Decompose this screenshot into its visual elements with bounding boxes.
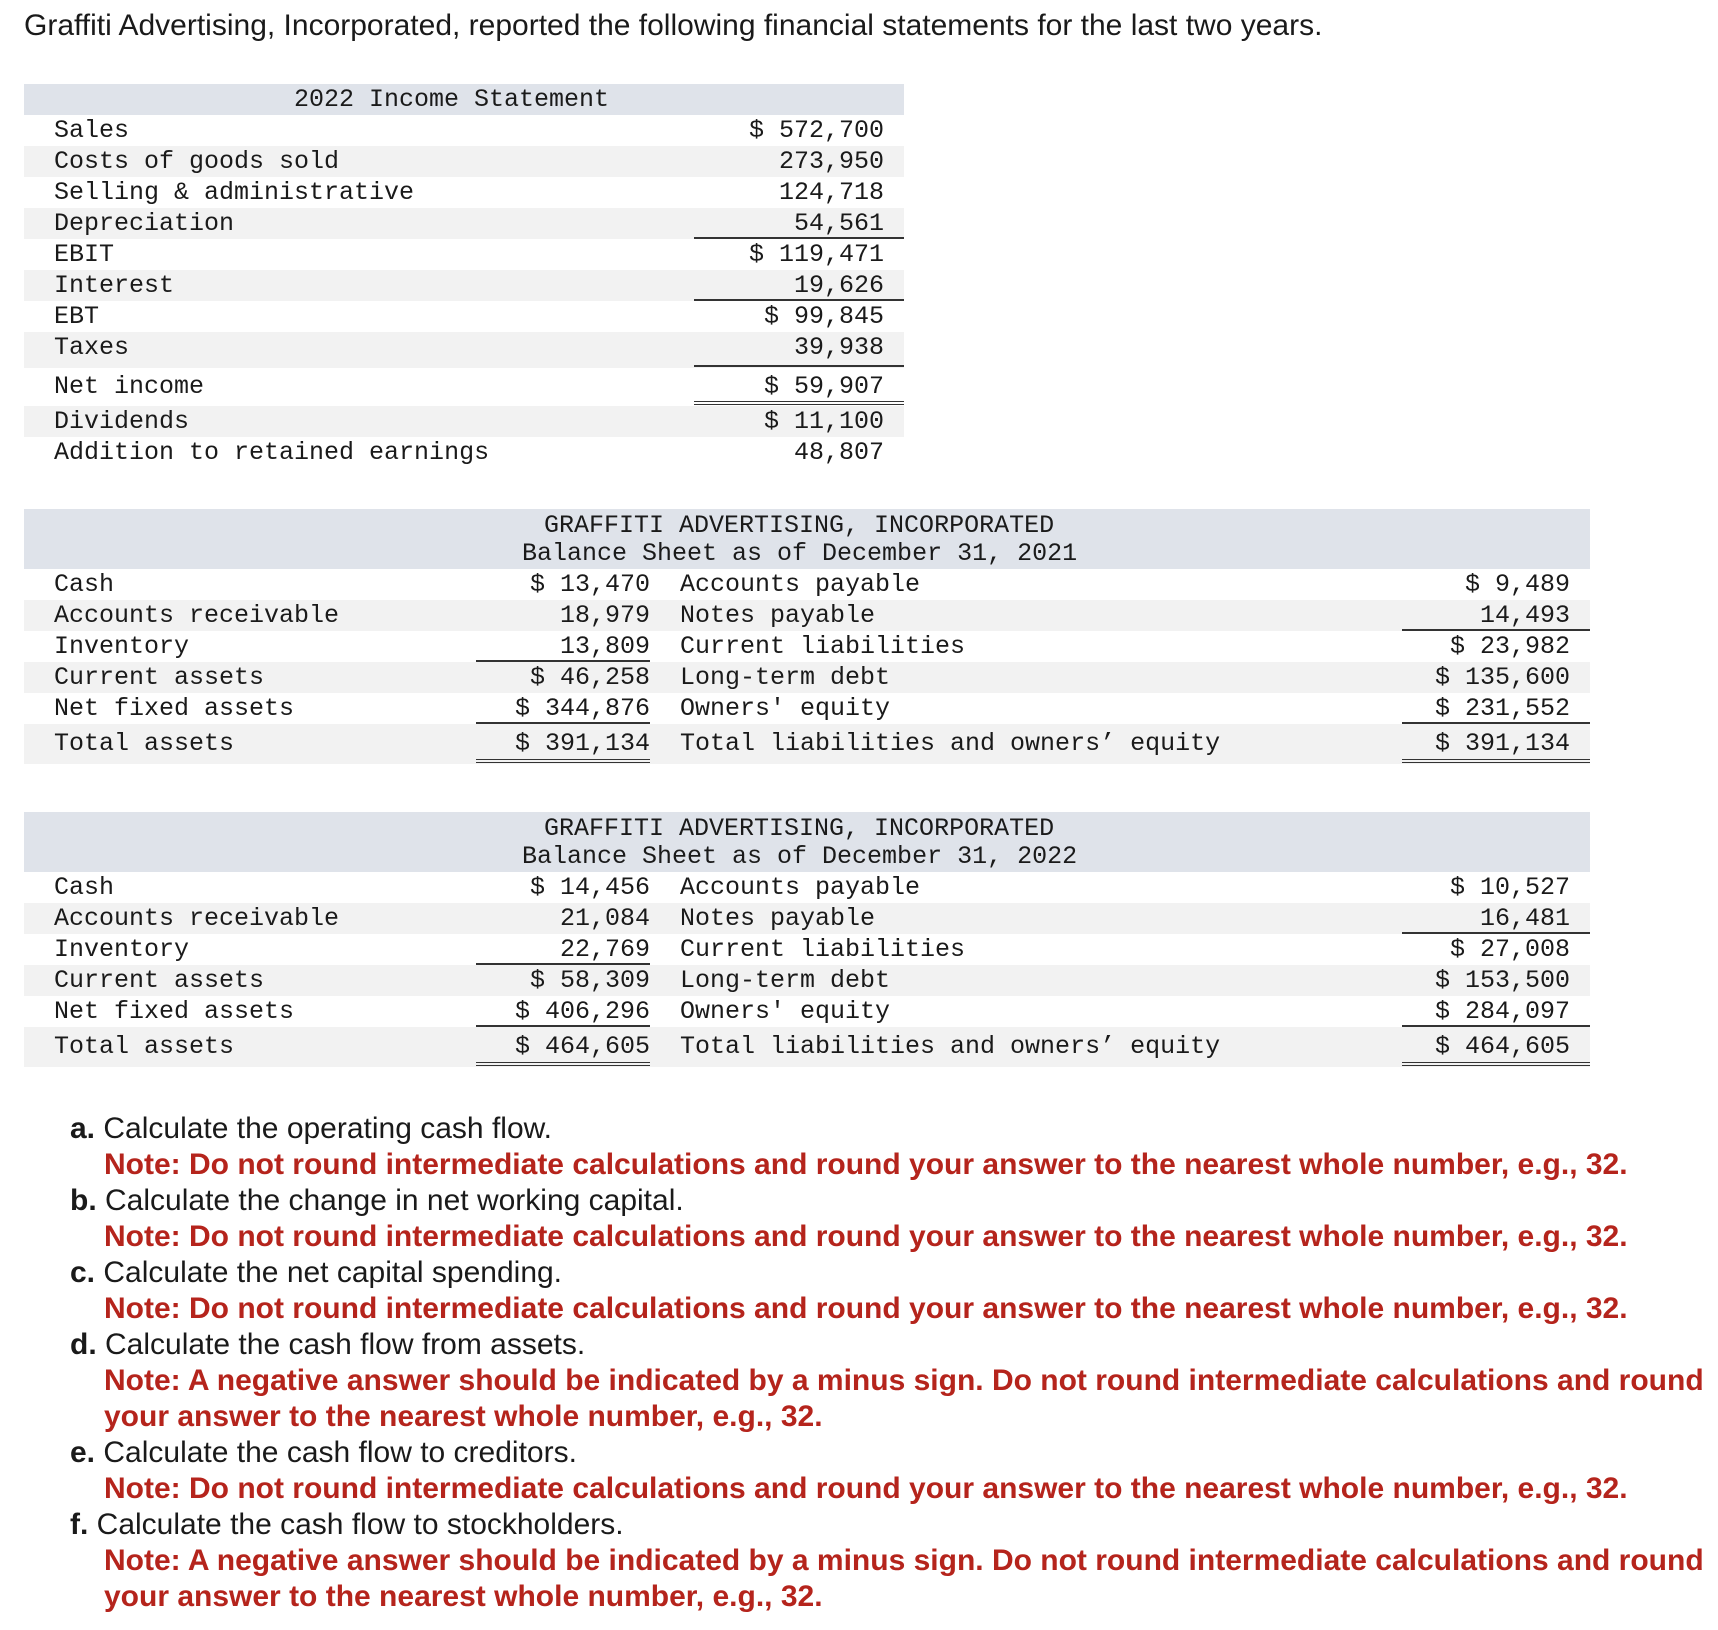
balance-sheet-header — [24, 812, 1590, 872]
row-value: $ 572,700 — [748, 116, 884, 145]
asset-label: Accounts receivable — [54, 601, 340, 630]
liability-value: $ 23,982 — [1449, 632, 1570, 661]
bs-row-current-assets — [24, 965, 1590, 996]
company-title: GRAFFITI ADVERTISING, INCORPORATED — [544, 511, 1055, 540]
row-label: Depreciation — [54, 209, 235, 238]
income-row-addition-retained — [24, 437, 904, 468]
balance-sheet-2021 — [24, 509, 1590, 764]
question-letter: c. — [70, 1256, 96, 1289]
asset-value: $ 391,134 — [514, 729, 650, 758]
row-label: EBIT — [54, 240, 115, 269]
question-text: Calculate the change in net working capital. — [105, 1184, 684, 1217]
income-row-dividends — [24, 406, 904, 437]
total-rule — [476, 759, 650, 763]
balance-sheet-header — [24, 509, 1590, 569]
income-statement-header — [24, 84, 904, 115]
bs-row-cash — [24, 569, 1590, 600]
row-value: 39,938 — [793, 333, 884, 362]
question-text: Calculate the net capital spending. — [103, 1256, 563, 1289]
asset-value: 21,084 — [559, 904, 650, 933]
liability-value: $ 391,134 — [1434, 729, 1570, 758]
total-rule — [476, 1062, 650, 1066]
bs-row-net-fixed-assets — [24, 996, 1590, 1027]
asset-value: $ 464,605 — [514, 1032, 650, 1061]
liability-value: $ 231,552 — [1434, 694, 1570, 723]
asset-label: Accounts receivable — [54, 904, 340, 933]
company-title: GRAFFITI ADVERTISING, INCORPORATED — [544, 814, 1055, 843]
liability-label: Notes payable — [680, 601, 876, 630]
row-value: 48,807 — [793, 438, 884, 467]
row-value: 124,718 — [778, 178, 884, 207]
asset-label: Net fixed assets — [54, 997, 295, 1026]
asset-label: Cash — [54, 570, 115, 599]
question-note: Note: Do not round intermediate calculations and round your answer to the nearest whole number, e.g., 32. — [104, 1148, 1628, 1181]
liability-label: Owners' equity — [680, 997, 891, 1026]
asset-label: Net fixed assets — [54, 694, 295, 723]
row-label: Costs of goods sold — [54, 147, 340, 176]
bs-row-totals — [24, 724, 1590, 764]
question-d — [70, 1327, 1710, 1435]
question-letter: b. — [70, 1184, 97, 1217]
asset-value: $ 344,876 — [514, 694, 650, 723]
row-label: Dividends — [54, 407, 190, 436]
asset-value: 18,979 — [559, 601, 650, 630]
bs-row-inventory — [24, 631, 1590, 662]
row-label: Addition to retained earnings — [54, 438, 490, 467]
row-label: Sales — [54, 116, 130, 145]
liability-value: $ 464,605 — [1434, 1032, 1570, 1061]
asset-label: Inventory — [54, 632, 190, 661]
liability-label: Accounts payable — [680, 570, 921, 599]
asset-label: Current assets — [54, 966, 265, 995]
liability-value: $ 284,097 — [1434, 997, 1570, 1026]
bs-row-inventory — [24, 934, 1590, 965]
row-value: $ 59,907 — [763, 372, 884, 401]
liability-label: Total liabilities and owners’ equity — [680, 1032, 1221, 1061]
liability-value: $ 27,008 — [1449, 935, 1570, 964]
liability-value: $ 10,527 — [1449, 873, 1570, 902]
asset-value: $ 46,258 — [529, 663, 650, 692]
question-note: Note: A negative answer should be indicated by a minus sign. Do not round intermediate calculations and round your answer to the nearest whole number, e.g., 32. — [104, 1364, 1704, 1433]
balance-sheet-date-title: Balance Sheet as of December 31, 2022 — [522, 842, 1078, 871]
bs-row-cash — [24, 872, 1590, 903]
income-row-taxes — [24, 332, 904, 368]
row-label: Net income — [54, 372, 205, 401]
income-row-net-income — [24, 368, 904, 406]
income-row-depreciation — [24, 208, 904, 239]
income-row-ebit — [24, 239, 904, 270]
liability-value: 16,481 — [1479, 904, 1570, 933]
income-row-cogs — [24, 146, 904, 177]
liability-label: Long-term debt — [680, 663, 891, 692]
bs-row-receivables — [24, 600, 1590, 631]
subtotal-rule — [694, 365, 904, 367]
question-note: Note: Do not round intermediate calculations and round your answer to the nearest whole number, e.g., 32. — [104, 1292, 1628, 1325]
income-statement-table — [24, 84, 904, 468]
question-letter: f. — [70, 1508, 89, 1541]
row-label: Interest — [54, 271, 175, 300]
income-statement-title: 2022 Income Statement — [294, 85, 610, 114]
balance-sheet-date-title: Balance Sheet as of December 31, 2021 — [522, 539, 1078, 568]
row-label: Selling & administrative — [54, 178, 415, 207]
row-value: $ 99,845 — [763, 302, 884, 331]
question-letter: e. — [70, 1436, 96, 1469]
asset-label: Current assets — [54, 663, 265, 692]
asset-value: $ 406,296 — [514, 997, 650, 1026]
asset-value: $ 58,309 — [529, 966, 650, 995]
row-value: 19,626 — [793, 271, 884, 300]
question-a — [70, 1111, 1710, 1183]
question-letter: d. — [70, 1328, 97, 1361]
question-text: Calculate the cash flow to stockholders. — [96, 1508, 624, 1541]
liability-label: Notes payable — [680, 904, 876, 933]
question-text: Calculate the cash flow from assets. — [105, 1328, 586, 1361]
asset-value: 22,769 — [559, 935, 650, 964]
bs-row-current-assets — [24, 662, 1590, 693]
liability-label: Current liabilities — [680, 935, 966, 964]
liability-label: Owners' equity — [680, 694, 891, 723]
question-letter: a. — [70, 1112, 96, 1145]
bs-row-receivables — [24, 903, 1590, 934]
row-value: 54,561 — [793, 209, 884, 238]
asset-label: Total assets — [54, 1032, 235, 1061]
liability-label: Accounts payable — [680, 873, 921, 902]
row-value: $ 11,100 — [763, 407, 884, 436]
liability-label: Current liabilities — [680, 632, 966, 661]
asset-label: Total assets — [54, 729, 235, 758]
total-rule — [694, 401, 904, 405]
question-note: Note: Do not round intermediate calculations and round your answer to the nearest whole number, e.g., 32. — [104, 1220, 1628, 1253]
balance-sheet-2022 — [24, 812, 1590, 1067]
liability-label: Total liabilities and owners’ equity — [680, 729, 1221, 758]
income-row-interest — [24, 270, 904, 301]
question-b — [70, 1183, 1710, 1255]
question-f — [70, 1507, 1710, 1615]
liability-value: $ 135,600 — [1434, 663, 1570, 692]
income-row-selling-admin — [24, 177, 904, 208]
question-c — [70, 1255, 1710, 1327]
liability-label: Long-term debt — [680, 966, 891, 995]
question-text: Calculate the operating cash flow. — [103, 1112, 552, 1145]
row-value: 273,950 — [778, 147, 884, 176]
liability-value: $ 9,489 — [1464, 570, 1570, 599]
liability-value: $ 153,500 — [1434, 966, 1570, 995]
row-label: Taxes — [54, 333, 130, 362]
question-e — [70, 1435, 1710, 1507]
asset-value: $ 13,470 — [529, 570, 650, 599]
income-row-ebt — [24, 301, 904, 332]
liability-value: 14,493 — [1479, 601, 1570, 630]
row-value: $ 119,471 — [748, 240, 884, 269]
bs-row-net-fixed-assets — [24, 693, 1590, 724]
asset-value: 13,809 — [559, 632, 650, 661]
asset-label: Inventory — [54, 935, 190, 964]
question-note: Note: Do not round intermediate calculations and round your answer to the nearest whole number, e.g., 32. — [104, 1472, 1628, 1505]
total-rule — [1402, 1062, 1590, 1066]
income-row-sales — [24, 115, 904, 146]
asset-label: Cash — [54, 873, 115, 902]
total-rule — [1402, 759, 1590, 763]
bs-row-totals — [24, 1027, 1590, 1067]
row-label: EBT — [54, 302, 100, 331]
question-note: Note: A negative answer should be indicated by a minus sign. Do not round intermediate calculations and round your answer to the nearest whole number, e.g., 32. — [104, 1544, 1704, 1613]
intro-text: Graffiti Advertising, Incorporated, reported the following financial statements for the last two years. — [24, 9, 1323, 42]
question-list — [70, 1111, 1710, 1615]
question-text: Calculate the cash flow to creditors. — [103, 1436, 577, 1469]
asset-value: $ 14,456 — [529, 873, 650, 902]
